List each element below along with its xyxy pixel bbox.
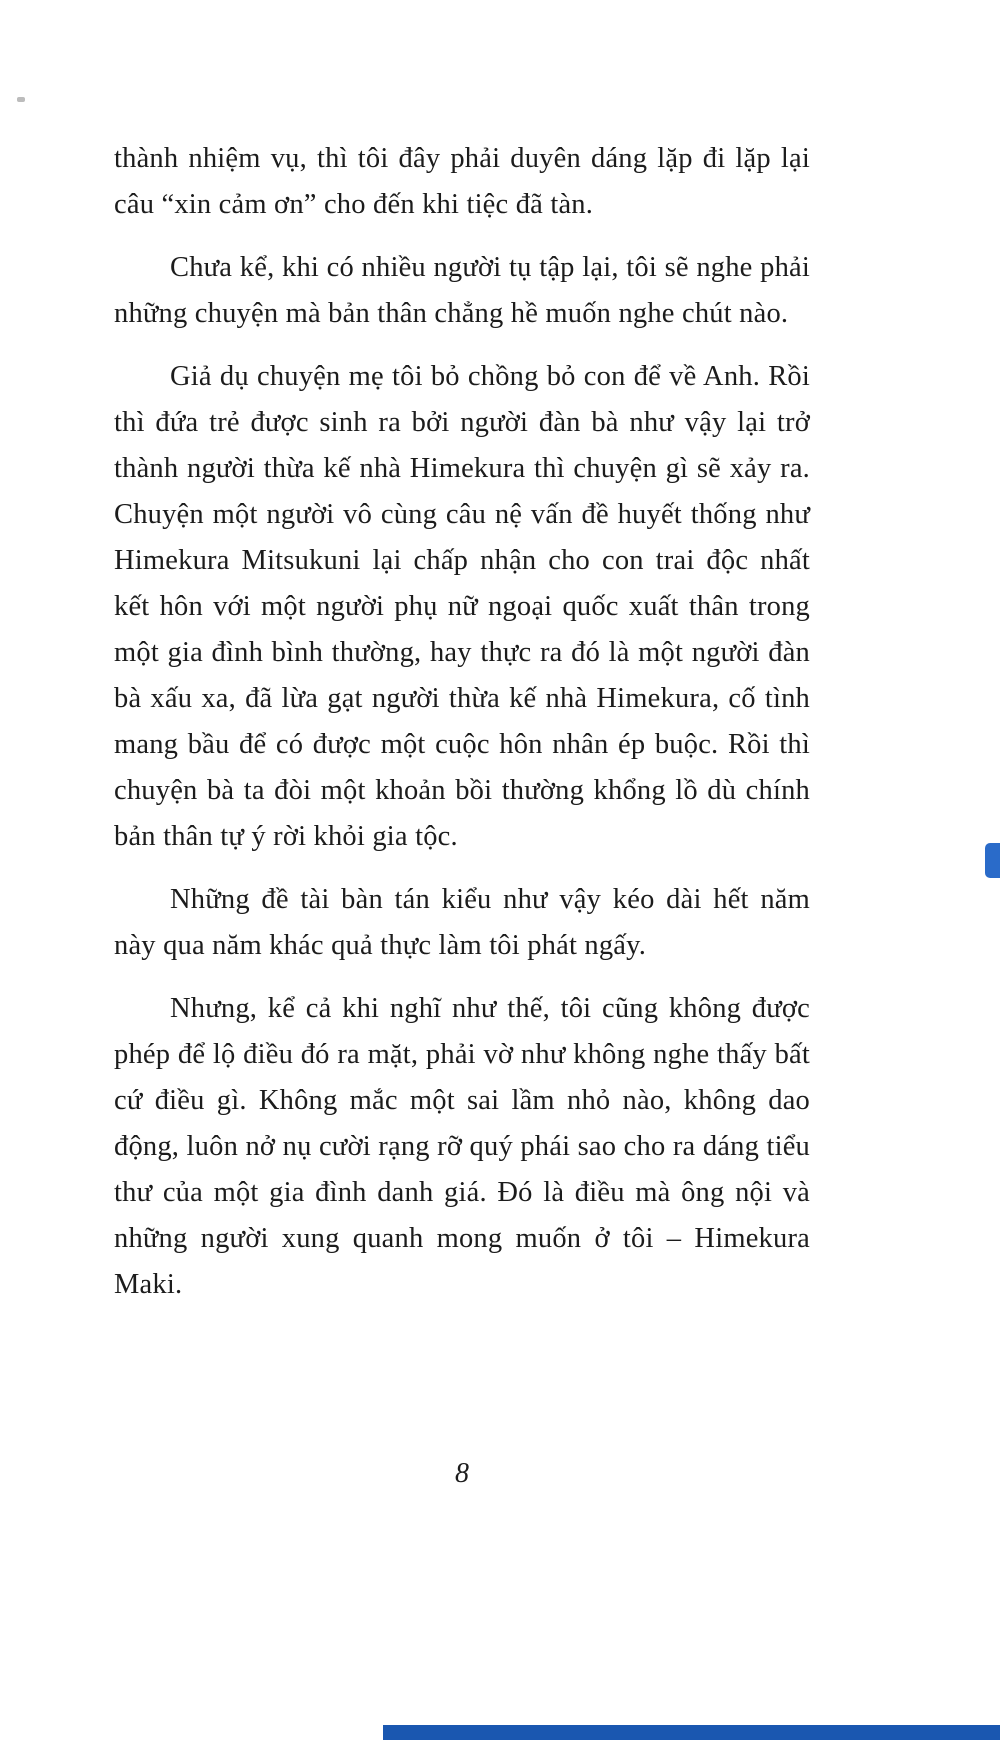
scan-artifact-mark [17, 97, 25, 102]
paragraph: Giả dụ chuyện mẹ tôi bỏ chồng bỏ con để về Anh. Rồi thì đứa trẻ được sinh ra bởi người đàn bà như vậy lại trở thành người thừa kế nhà Himekura thì chuyện gì sẽ xảy ra. Chuyện một người vô cùng câu nệ vấn đề huyết thống như Himekura Mitsukuni lại chấp nhận cho con trai độc nhất kết hôn với một người phụ nữ ngoại quốc xuất thân trong một gia đình bình thường, hay thực ra đó là một người đàn bà xấu xa, đã lừa gạt người thừa kế nhà Himekura, cố tình mang bầu để có được một cuộc hôn nhân ép buộc. Rồi thì chuyện bà ta đòi một khoản bồi thường khổng lồ dù chính bản thân tự ý rời khỏi gia tộc. [114, 361, 810, 852]
blue-edge-tab [985, 843, 1000, 878]
text-block [114, 136, 810, 1325]
paragraph: Chưa kể, khi có nhiều người tụ tập lại, tôi sẽ nghe phải những chuyện mà bản thân chẳng hề muốn nghe chút nào. [114, 252, 810, 329]
paragraph: Những đề tài bàn tán kiểu như vậy kéo dài hết năm này qua năm khác quả thực làm tôi phát ngấy. [114, 884, 810, 961]
paragraph: Nhưng, kể cả khi nghĩ như thế, tôi cũng không được phép để lộ điều đó ra mặt, phải vờ như không nghe thấy bất cứ điều gì. Không mắc một sai lầm nhỏ nào, không dao động, luôn nở nụ cười rạng rỡ quý phái sao cho ra dáng tiểu thư của một gia đình danh giá. Đó là điều mà ông nội và những người xung quanh mong muốn ở tôi – Himekura Maki. [114, 993, 810, 1300]
blue-bottom-bar [383, 1725, 1000, 1740]
paragraph: thành nhiệm vụ, thì tôi đây phải duyên dáng lặp đi lặp lại câu “xin cảm ơn” cho đến khi tiệc đã tàn. [114, 143, 810, 220]
page-number: 8 [455, 1458, 469, 1489]
